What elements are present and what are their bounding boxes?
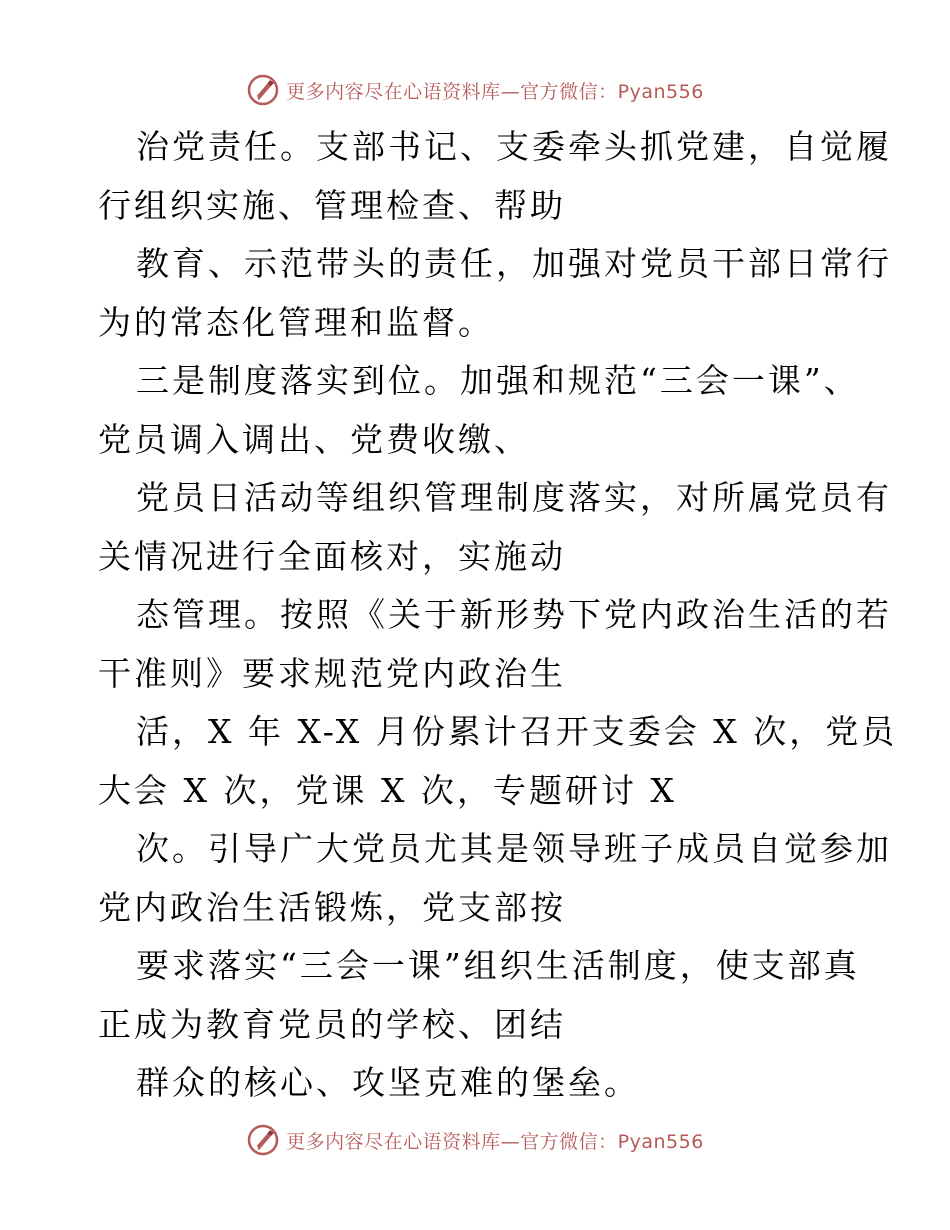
text-line: 活，X 年 X-X 月份累计召开支委会 X 次，党员	[136, 712, 898, 751]
text-line: 次。引导广大党员尤其是领导班子成员自觉参加	[136, 829, 892, 868]
text-line: 态管理。按照《关于新形势下党内政治生活的若	[136, 595, 892, 634]
watermark-footer	[0, 1120, 950, 1160]
document-body	[98, 118, 898, 1113]
text-line: 为的常态化管理和监督。	[98, 302, 494, 342]
text-line: 要求落实“三会一课”组织生活制度，使支部真	[136, 946, 860, 985]
watermark-text: 更多内容尽在心语资料库—官方微信：Pyan556	[286, 80, 704, 103]
pen-logo-icon	[246, 1123, 280, 1157]
text-line: 党员日活动等组织管理制度落实，对所属党员有	[136, 478, 892, 517]
text-line: 教育、示范带头的责任，加强对党员干部日常行	[136, 244, 892, 283]
text-line: 大会 X 次，党课 X 次，专题研讨 X	[98, 770, 677, 810]
text-line: 党内政治生活锻炼，党支部按	[98, 887, 566, 927]
pen-logo-icon	[246, 73, 280, 107]
text-line: 党员调入调出、党费收缴、	[98, 419, 530, 459]
text-line: 正成为教育党员的学校、团结	[98, 1004, 566, 1044]
text-line: 三是制度落实到位。加强和规范“三会一课”、	[136, 361, 860, 400]
text-line: 治党责任。支部书记、支委牵头抓党建，自觉履	[136, 127, 892, 166]
watermark-header	[0, 70, 950, 110]
text-line: 干准则》要求规范党内政治生	[98, 653, 566, 693]
text-line: 群众的核心、攻坚克难的堡垒。	[136, 1063, 640, 1102]
text-line: 关情况进行全面核对，实施动	[98, 536, 566, 576]
text-line: 行组织实施、管理检查、帮助	[98, 185, 566, 225]
watermark-text: 更多内容尽在心语资料库—官方微信：Pyan556	[286, 1130, 704, 1153]
